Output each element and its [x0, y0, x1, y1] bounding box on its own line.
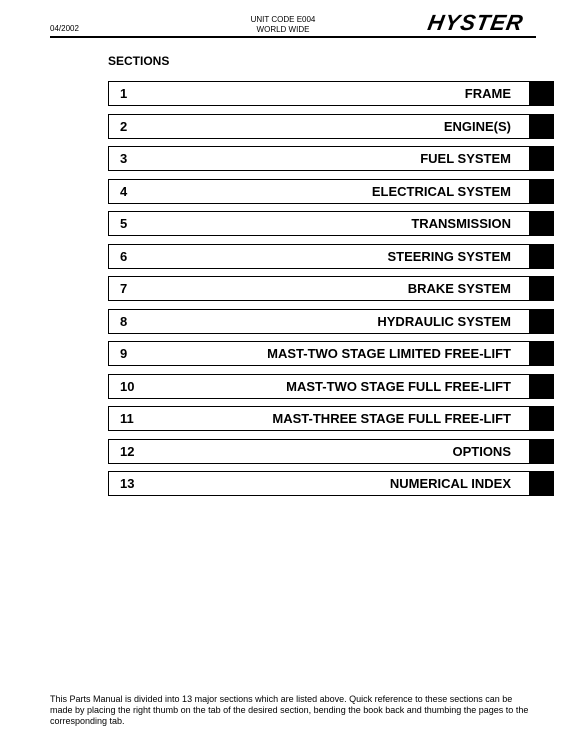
section-number: 12 — [120, 443, 135, 459]
unit-code-block — [200, 15, 366, 35]
section-title: MAST-TWO STAGE FULL FREE-LIFT — [286, 378, 511, 394]
footer-note: This Parts Manual is divided into 13 major sections which are listed above. Quick reference to these sections can be made by placing the right thumb on the tab of the desired section, bending the book back and thumbing the pages to the corresponding tab. — [50, 694, 529, 726]
section-number: 1 — [120, 86, 128, 101]
section-row[interactable] — [108, 211, 556, 236]
section-row[interactable] — [108, 341, 556, 366]
unit-code: UNIT CODE E004 — [250, 15, 316, 24]
section-number: 8 — [120, 313, 128, 329]
section-thumb-tab[interactable] — [530, 276, 554, 301]
section-title: OPTIONS — [452, 443, 511, 459]
section-number: 7 — [120, 281, 128, 296]
section-number: 6 — [120, 248, 128, 264]
header-divider — [50, 36, 536, 38]
unit-scope: WORLD WIDE — [256, 25, 310, 34]
section-title: ENGINE(S) — [443, 118, 511, 134]
section-thumb-tab[interactable] — [530, 179, 554, 204]
section-title: BRAKE SYSTEM — [407, 281, 511, 296]
section-row[interactable] — [108, 374, 556, 399]
section-number: 5 — [120, 216, 128, 231]
section-title: MAST-TWO STAGE LIMITED FREE-LIFT — [267, 346, 511, 361]
section-title: ELECTRICAL SYSTEM — [371, 183, 511, 199]
section-title: NUMERICAL INDEX — [389, 476, 511, 491]
section-thumb-tab[interactable] — [530, 406, 554, 431]
section-title: STEERING SYSTEM — [387, 248, 511, 264]
section-thumb-tab[interactable] — [530, 471, 554, 496]
section-row[interactable] — [108, 179, 556, 204]
section-thumb-tab[interactable] — [530, 439, 554, 464]
section-thumb-tab[interactable] — [530, 81, 554, 106]
section-thumb-tab[interactable] — [530, 244, 554, 269]
section-number: 4 — [120, 183, 128, 199]
sections-list — [108, 81, 556, 504]
section-number: 10 — [120, 378, 135, 394]
section-row[interactable] — [108, 114, 556, 139]
section-thumb-tab[interactable] — [530, 341, 554, 366]
section-thumb-tab[interactable] — [530, 374, 554, 399]
section-row[interactable] — [108, 81, 556, 106]
section-number: 9 — [120, 346, 128, 361]
brand-logo: HYSTER — [425, 10, 526, 35]
section-title: MAST-THREE STAGE FULL FREE-LIFT — [272, 411, 511, 426]
section-title: HYDRAULIC SYSTEM — [377, 313, 511, 329]
section-thumb-tab[interactable] — [530, 309, 554, 334]
section-row[interactable] — [108, 276, 556, 301]
section-number: 3 — [120, 151, 128, 166]
section-number: 11 — [120, 411, 134, 426]
section-row[interactable] — [108, 146, 556, 171]
section-title: FRAME — [464, 86, 511, 101]
section-title: FUEL SYSTEM — [420, 151, 511, 166]
section-row[interactable] — [108, 244, 556, 269]
section-number: 2 — [120, 118, 128, 134]
section-row[interactable] — [108, 406, 556, 431]
section-thumb-tab[interactable] — [530, 211, 554, 236]
sections-heading: SECTIONS — [108, 54, 170, 68]
section-thumb-tab[interactable] — [530, 146, 554, 171]
issue-date: 04/2002 — [50, 24, 79, 33]
section-row[interactable] — [108, 309, 556, 334]
section-title: TRANSMISSION — [411, 216, 511, 231]
section-row[interactable] — [108, 471, 556, 496]
section-thumb-tab[interactable] — [530, 114, 554, 139]
section-number: 13 — [120, 476, 135, 491]
section-row[interactable] — [108, 439, 556, 464]
